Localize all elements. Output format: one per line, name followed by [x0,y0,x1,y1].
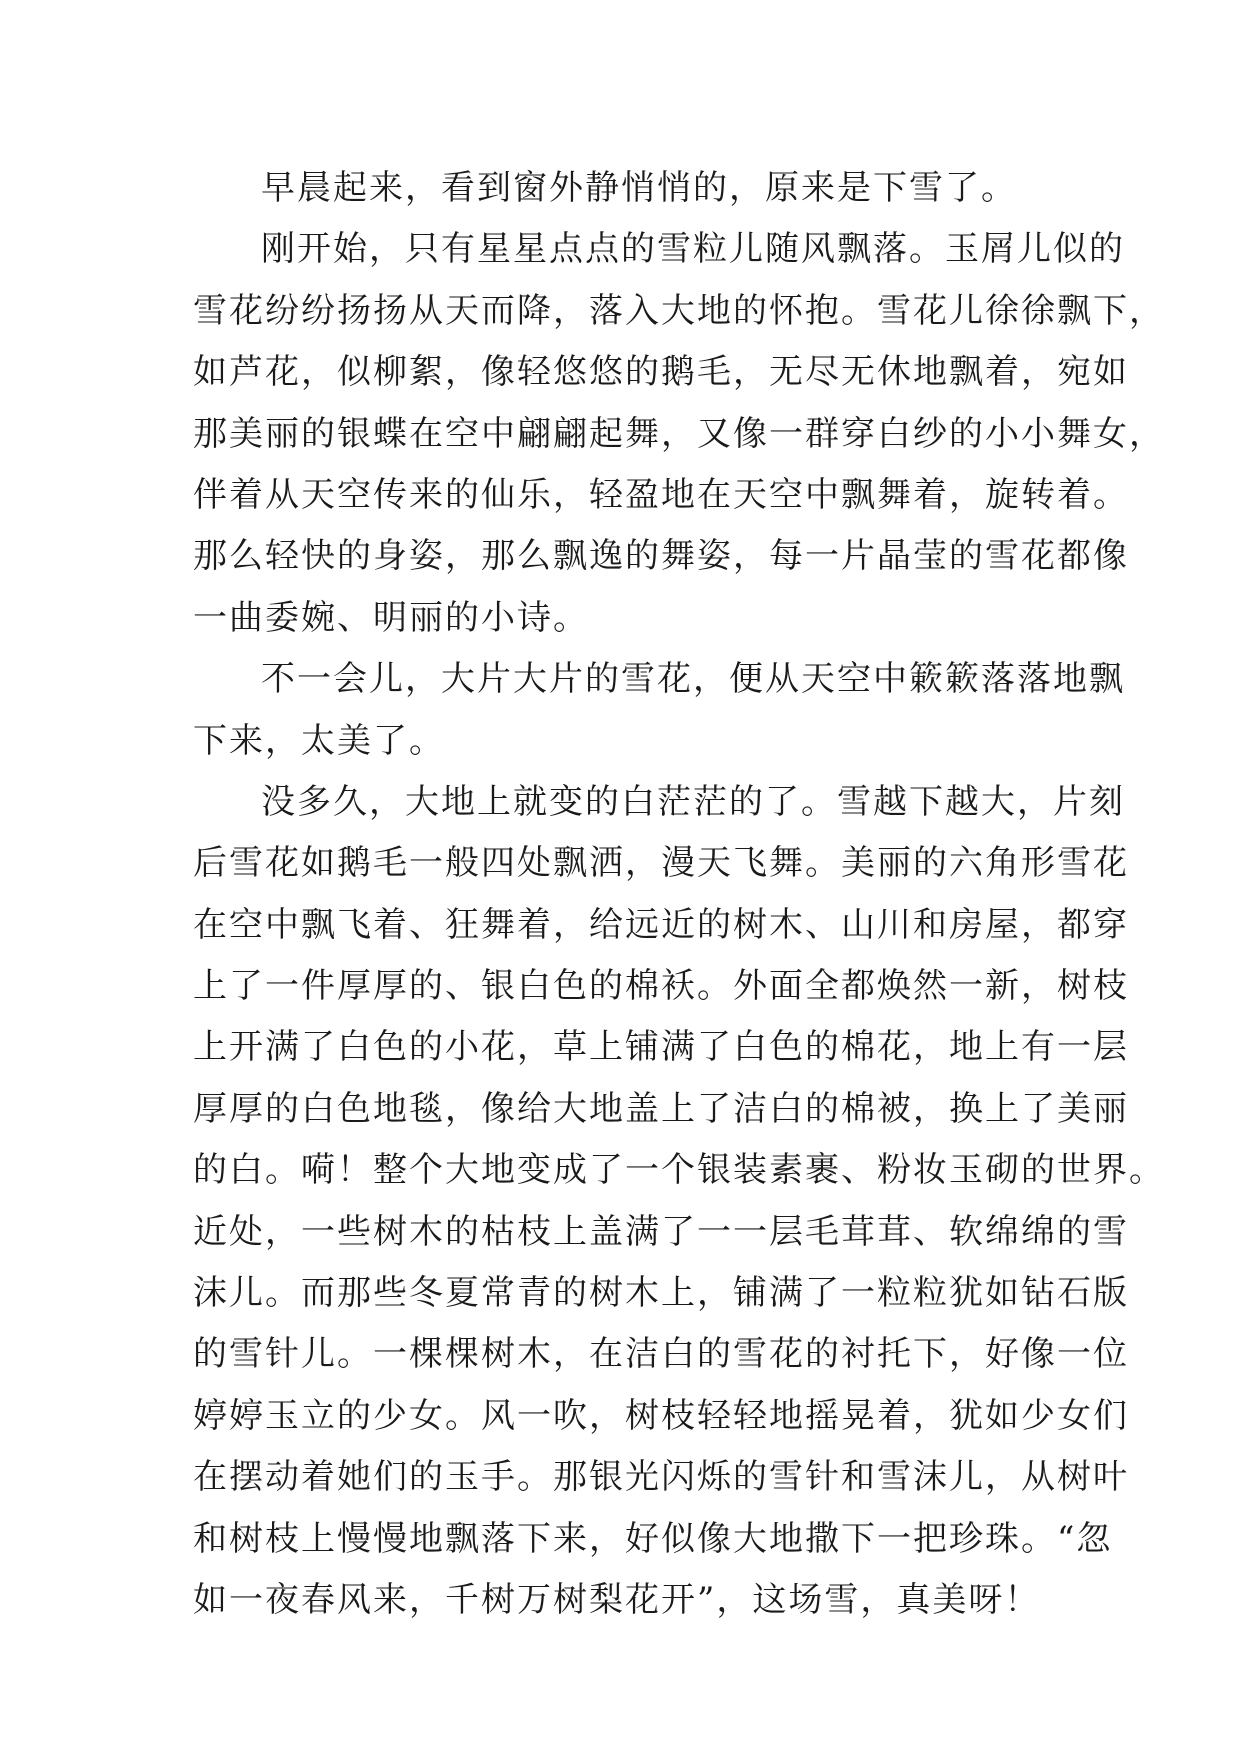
text-line: 和树枝上慢慢地飘落下来，好似像大地撒下一把珍珠。“忽 [193,1518,1113,1559]
text-line: 没多久，大地上就变的白茫茫的了。雪越下越大，片刻 [261,781,1125,822]
text-line: 在摆动着她们的玉手。那银光闪烁的雪针和雪沫儿，从树叶 [193,1457,1129,1498]
text-line: 上了一件厚厚的、银白色的棉袄。外面全都焕然一新，树枝 [193,966,1129,1007]
text-line: 如芦花，似柳絮，像轻悠悠的鹅毛，无尽无休地飘着，宛如 [193,352,1129,393]
text-line: 雪花纷纷扬扬从天而降，落入大地的怀抱。雪花儿徐徐飘下， [193,290,1165,331]
text-line: 不一会儿，大片大片的雪花，便从天空中簌簌落落地飘 [261,659,1125,700]
text-line: 伴着从天空传来的仙乐，轻盈地在天空中飘舞着，旋转着。 [193,474,1129,515]
essay-body [193,158,1165,1631]
text-line: 厚厚的白色地毯，像给大地盖上了洁白的棉被，换上了美丽 [193,1088,1129,1129]
text-line: 上开满了白色的小花，草上铺满了白色的棉花，地上有一层 [193,1027,1129,1068]
text-line: 一曲委婉、明丽的小诗。 [193,597,589,638]
text-line: 的雪针儿。一棵棵树木，在洁白的雪花的衬托下，好像一位 [193,1334,1129,1375]
text-line: 那么轻快的身姿，那么飘逸的舞姿，每一片晶莹的雪花都像 [193,536,1129,577]
text-line: 在空中飘飞着、狂舞着，给远近的树木、山川和房屋，都穿 [193,904,1129,945]
text-line: 婷婷玉立的少女。风一吹，树枝轻轻地摇晃着，犹如少女们 [193,1395,1129,1436]
text-line: 如一夜春风来，千树万树梨花开”，这场雪，真美呀！ [193,1579,1041,1620]
text-line: 早晨起来，看到窗外静悄悄的，原来是下雪了。 [261,168,1017,208]
text-line: 后雪花如鹅毛一般四处飘洒，漫天飞舞。美丽的六角形雪花 [193,843,1129,884]
text-line: 那美丽的银蝶在空中翩翩起舞，又像一群穿白纱的小小舞女， [193,413,1165,454]
text-line: 沫儿。而那些冬夏常青的树木上，铺满了一粒粒犹如钻石版 [193,1273,1129,1314]
text-line: 近处，一些树木的枯枝上盖满了一一层毛茸茸、软绵绵的雪 [193,1211,1129,1252]
text-line: 下来，太美了。 [193,720,445,761]
text-line: 的白。嗬！整个大地变成了一个银装素裹、粉妆玉砌的世界。 [193,1150,1165,1191]
text-line: 刚开始，只有星星点点的雪粒儿随风飘落。玉屑儿似的 [261,229,1125,270]
